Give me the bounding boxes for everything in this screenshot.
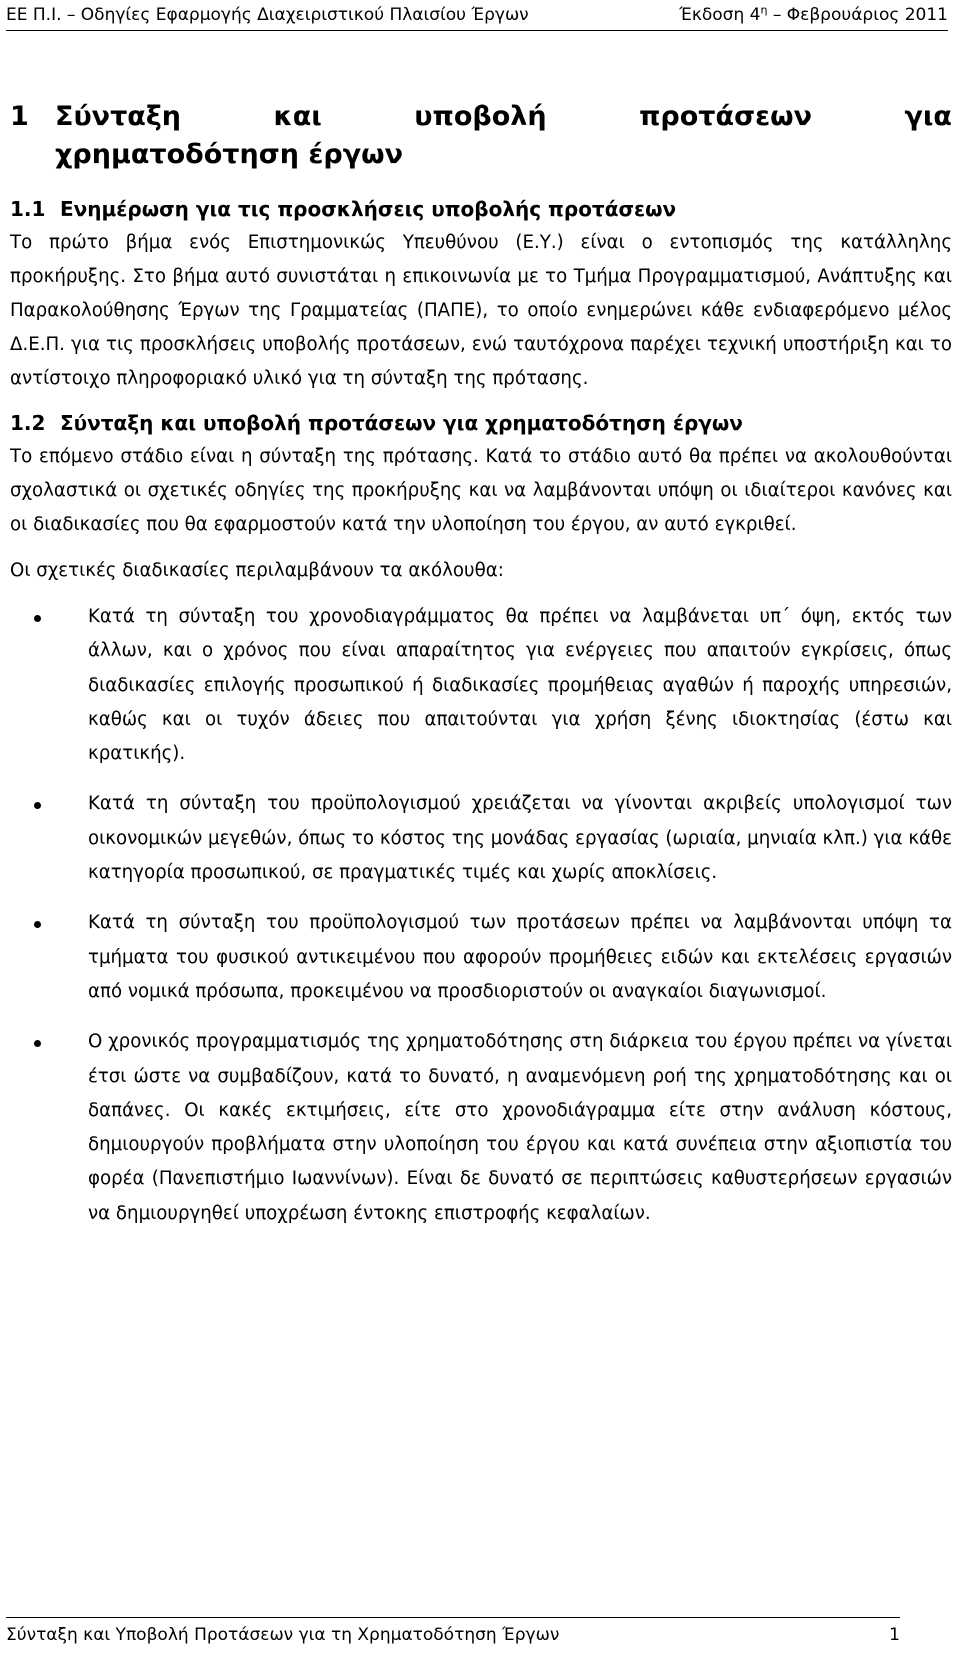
chapter-title-line-2: χρηματοδότηση έργων — [55, 139, 403, 170]
page-number: 1 — [889, 1625, 900, 1645]
section-title: Σύνταξη και υποβολή προτάσεων για χρηματοδότηση έργων — [60, 411, 743, 435]
chapter-title-word: για — [904, 101, 952, 132]
section-1-1-paragraph: Το πρώτο βήμα ενός Επιστημονικώς Υπευθύνου (Ε.Υ.) είναι ο εντοπισμός της κατάλληλης προκήρυξης. Στο βήμα αυτό συνιστάται η επικοινωνία με το Τμήμα Προγραμματισμού, Ανάπτυξης και Παρακολούθησης Έργων της Γραμματείας (ΠΑΠΕ), το οποίο ενημερώνει κάθε ενδιαφερόμενο μέλος Δ.Ε.Π. για τις προσκλήσεις υποβολής προτάσεων, ενώ ταυτόχρονα παρέχει τεχνική υποστήριξη και το αντίστοιχο πληροφοριακό υλικό για τη σύνταξη της πρότασης. — [10, 232, 952, 389]
document-body — [10, 98, 952, 1231]
chapter-title-word: και — [273, 101, 322, 132]
section-heading-1-2 — [10, 406, 952, 440]
list-item-text: Ο χρονικός προγραμματισμός της χρηματοδότησης στη διάρκεια του έργου πρέπει να γίνεται έτσι ώστε να συμβαδίζουν, κατά το δυνατό, η αναμενόμενη ροή της χρηματοδότησης και οι δαπάνες. Οι κακές εκτιμήσεις, είτε στο χρονοδιάγραμμα είτε στην ανάλυση κόστους, δημιουργούν προβλήματα στην υλοποίηση του έργου και κατά συνέπεια στην αξιοπιστία του φορέα (Πανεπιστήμιο Ιωαννίνων). Είναι δε δυνατό σε περιπτώσεις καθυστερήσεων εργασιών να δημιουργηθεί υποχρέωση έντοκης επιστροφής κεφαλαίων. — [88, 1031, 952, 1224]
section-number: 1.1 — [10, 197, 46, 221]
chapter-title-line-1 — [55, 98, 952, 136]
section-title: Ενημέρωση για τις προσκλήσεις υποβολής προτάσεων — [60, 197, 677, 221]
chapter-title-word: προτάσεων — [639, 101, 813, 132]
list-item-text: Κατά τη σύνταξη του προϋπολογισμού των προτάσεων πρέπει να λαμβάνονται υπόψη τα τμήματα του φυσικού αντικειμένου που αφορούν προμήθειες ειδών και εκτελέσεις εργασιών από νομικά πρόσωπα, προκειμένου να προσδιοριστούν οι αναγκαίοι διαγωνισμοί. — [88, 912, 952, 1002]
edition-superscript: η — [760, 3, 768, 17]
footer-title: Σύνταξη και Υποβολή Προτάσεων για τη Χρηματοδότηση Έργων — [6, 1625, 560, 1645]
bullet-icon — [34, 802, 41, 809]
chapter-heading — [10, 98, 952, 174]
chapter-title-word: υποβολή — [414, 101, 547, 132]
procedures-list — [10, 600, 952, 1231]
list-item-text: Κατά τη σύνταξη του προϋπολογισμού χρειάζεται να γίνονται ακριβείς υπολογισμοί των οικονομικών μεγεθών, όπως το κόστος της μονάδας εργασίας (ωριαία, μηνιαία κλπ.) για κάθε κατηγορία προσωπικού, σε πραγματικές τιμές και χωρίς αποκλίσεις. — [88, 793, 952, 884]
section-number: 1.2 — [10, 411, 46, 435]
chapter-title-word: Σύνταξη — [55, 101, 182, 132]
section-1-2-paragraph-1: Το επόμενο στάδιο είναι η σύνταξη της πρότασης. Κατά το στάδιο αυτό θα πρέπει να ακολουθούνται σχολαστικά οι σχετικές οδηγίες της προκήρυξης και να λαμβάνονται υπόψη οι ιδιαίτεροι κανόνες και οι διαδικασίες που θα εφαρμοστούν κατά την υλοποίηση του έργου, αν αυτό εγκριθεί. — [10, 446, 952, 535]
chapter-title — [55, 98, 952, 174]
list-item — [10, 600, 952, 771]
section-heading-1-1 — [10, 192, 952, 226]
list-item — [10, 1025, 952, 1231]
header-title: ΕΕ Π.Ι. – Οδηγίες Εφαρμογής Διαχειριστικού Πλαισίου Έργων — [6, 5, 529, 25]
edition-label: Έκδοση 4 — [679, 5, 761, 25]
page-footer — [6, 1617, 900, 1647]
page-header — [6, 4, 948, 31]
header-edition — [679, 4, 948, 26]
edition-date: – Φεβρουάριος 2011 — [767, 5, 948, 25]
list-item-text: Κατά τη σύνταξη του χρονοδιαγράμματος θα πρέπει να λαμβάνεται υπ΄ όψη, εκτός των άλλων, και ο χρόνος που είναι απαραίτητος για ενέργειες που απαιτούν εγκρίσεις, όπως διαδικασίες επιλογής προσωπικού ή διαδικασίες προμήθειας αγαθών ή παροχής υπηρεσιών, καθώς και οι τυχόν άδειες που απαιτούνται για χρήση ξένης ιδιοκτησίας (έστω και κρατικής). — [88, 606, 952, 765]
list-item — [10, 787, 952, 890]
list-item — [10, 906, 952, 1009]
section-1-2-paragraph-2: Οι σχετικές διαδικασίες περιλαμβάνουν τα ακόλουθα: — [10, 560, 504, 581]
chapter-number: 1 — [10, 101, 29, 132]
bullet-icon — [34, 1040, 41, 1047]
bullet-icon — [34, 921, 41, 928]
bullet-icon — [34, 615, 41, 622]
